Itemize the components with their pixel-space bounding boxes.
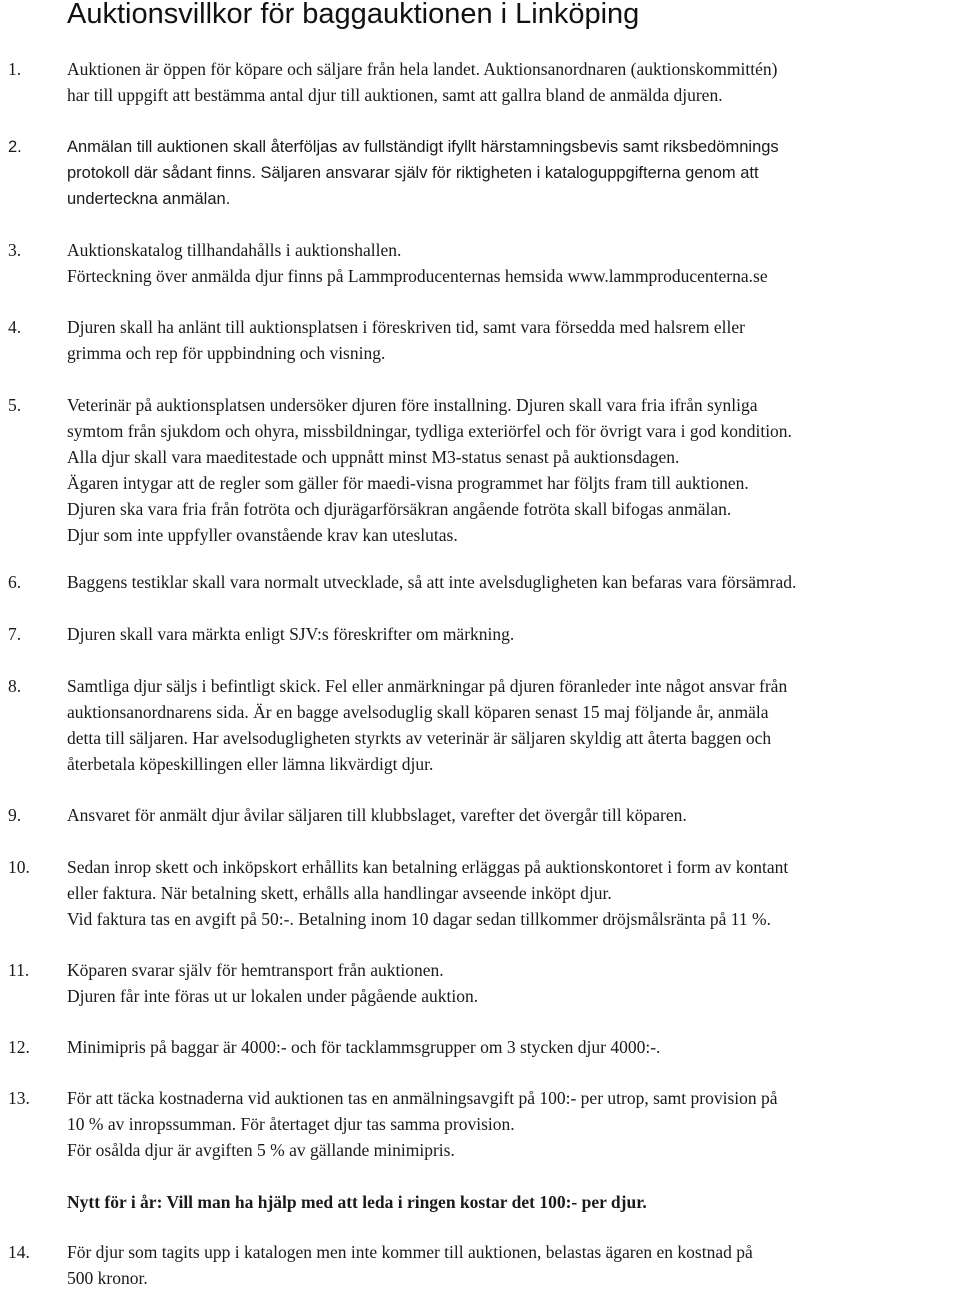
item-text [67,673,787,777]
item-number: 5. [8,395,22,415]
item-text [67,957,478,1009]
item-text [67,1239,753,1291]
item-text-line: underteckna anmälan. [67,190,231,208]
item-text-line: Baggens testiklar skall vara normalt utvecklade, så att inte avelsdugligheten kan befaras vara försämrad. [67,572,797,592]
item-number: 2. [8,138,22,156]
item-text-line: Ansvaret för anmält djur åvilar säljaren till klubbslaget, varefter det övergår till köparen. [67,805,687,825]
item-text [67,314,745,366]
item-text-line: eller faktura. När betalning skett, erhålls alla handlingar avseende inköpt djur. [67,883,612,903]
item-text-line: symtom från sjukdom och ohyra, missbildningar, tydliga exteriörfel och för övrigt vara i god kondition. [67,421,792,441]
item-text-line: Veterinär på auktionsplatsen undersöker djuren före installning. Djuren skall vara fria ifrån synliga [67,395,758,415]
item-text-line: Vid faktura tas en avgift på 50:-. Betalning inom 10 dagar sedan tillkommer dröjsmålsränta på 11 %. [67,909,771,929]
item-text-line: Anmälan till auktionen skall återföljas av fullständigt ifyllt härstamningsbevis samt riksbedömnings [67,138,779,156]
item-text-line: Djur som inte uppfyller ovanstående krav kan uteslutas. [67,525,458,545]
item-text-line: För att täcka kostnaderna vid auktionen tas en anmälningsavgift på 100:- per utrop, samt provision på [67,1088,778,1108]
item-number: 8. [8,676,22,696]
item-number: 7. [8,624,22,644]
item-number: 13. [8,1088,30,1108]
item-text-line: Samtliga djur säljs i befintligt skick. Fel eller anmärkningar på djuren föranleder inte något ansvar från [67,676,788,696]
item-number: 10. [8,857,30,877]
item-text [67,569,796,595]
item-text-line: Djuren skall vara märkta enligt SJV:s föreskrifter om märkning. [67,624,515,644]
item-text [67,854,788,932]
item-text-line: För djur som tagits upp i katalogen men inte kommer till auktionen, belastas ägaren en kostnad på [67,1242,753,1262]
item-text-line: protokoll där sådant finns. Säljaren ansvarar själv för riktigheten i kataloguppgifterna genom att [67,164,759,182]
item-text-line: 500 kronor. [67,1268,148,1288]
item-text-line: Auktionskatalog tillhandahålls i auktionshallen. [67,240,402,260]
item-text-line: För osålda djur är avgiften 5 % av gällande minimipris. [67,1140,455,1160]
item-text [67,134,779,212]
item-text-line: har till uppgift att bestämma antal djur till auktionen, samt att gallra bland de anmälda djuren. [67,85,723,105]
item-text-line: detta till säljaren. Har avelsodugligheten styrkts av veterinär är säljaren skyldig att återta baggen och [67,728,772,748]
page-title: Auktionsvillkor för baggauktionen i Linköping [67,0,640,30]
item-text-line: 10 % av inropssumman. För återtaget djur tas samma provision. [67,1114,515,1134]
item-text-line: Sedan inrop skett och inköpskort erhållits kan betalning erläggas på auktionskontoret i form av kontant [67,857,789,877]
item-text-line: Köparen svarar själv för hemtransport från auktionen. [67,960,444,980]
item-text-line: återbetala köpeskillingen eller lämna likvärdigt djur. [67,754,434,774]
item-number: 14. [8,1242,30,1262]
item-text [67,621,514,647]
item-number: 9. [8,805,22,825]
item-number: 11. [8,960,30,980]
item-text [67,1034,660,1060]
item-text-line: Ägaren intygar att de regler som gäller för maedi-visna programmet har följts fram till auktionen. [67,473,749,493]
item-number: 12. [8,1037,30,1057]
item-number: 4. [8,317,22,337]
new-this-year-notice: Nytt för i år: Vill man ha hjälp med att leda i ringen kostar det 100:- per djur. [67,1192,647,1212]
item-text [67,392,792,548]
item-text-line: Djuren skall ha anlänt till auktionsplatsen i föreskriven tid, samt vara försedda med halsrem eller [67,317,745,337]
item-number: 3. [8,240,22,260]
item-text [67,56,777,108]
item-text-line: Minimipris på baggar är 4000:- och för tacklammsgrupper om 3 stycken djur 4000:-. [67,1037,661,1057]
item-text [67,237,768,289]
item-number: 1. [8,59,22,79]
item-text-line: Alla djur skall vara maeditestade och uppnått minst M3-status senast på auktionsdagen. [67,447,680,467]
item-text-line: Förteckning över anmälda djur finns på Lammproducenternas hemsida www.lammproducenterna.se [67,266,768,286]
item-text [67,1085,778,1163]
item-text-line: Djuren ska vara fria från fotröta och djurägarförsäkran angående fotröta skall bifogas anmälan. [67,499,732,519]
item-text-line: Djuren får inte föras ut ur lokalen under pågående auktion. [67,986,479,1006]
item-text [67,802,687,828]
item-text-line: Auktionen är öppen för köpare och säljare från hela landet. Auktionsanordnaren (auktionskommittén) [67,59,778,79]
item-number: 6. [8,572,22,592]
item-text-line: grimma och rep för uppbindning och visning. [67,343,386,363]
item-text-line: auktionsanordnarens sida. Är en bagge avelsoduglig skall köparen senast 15 maj följande år, anmäla [67,702,769,722]
